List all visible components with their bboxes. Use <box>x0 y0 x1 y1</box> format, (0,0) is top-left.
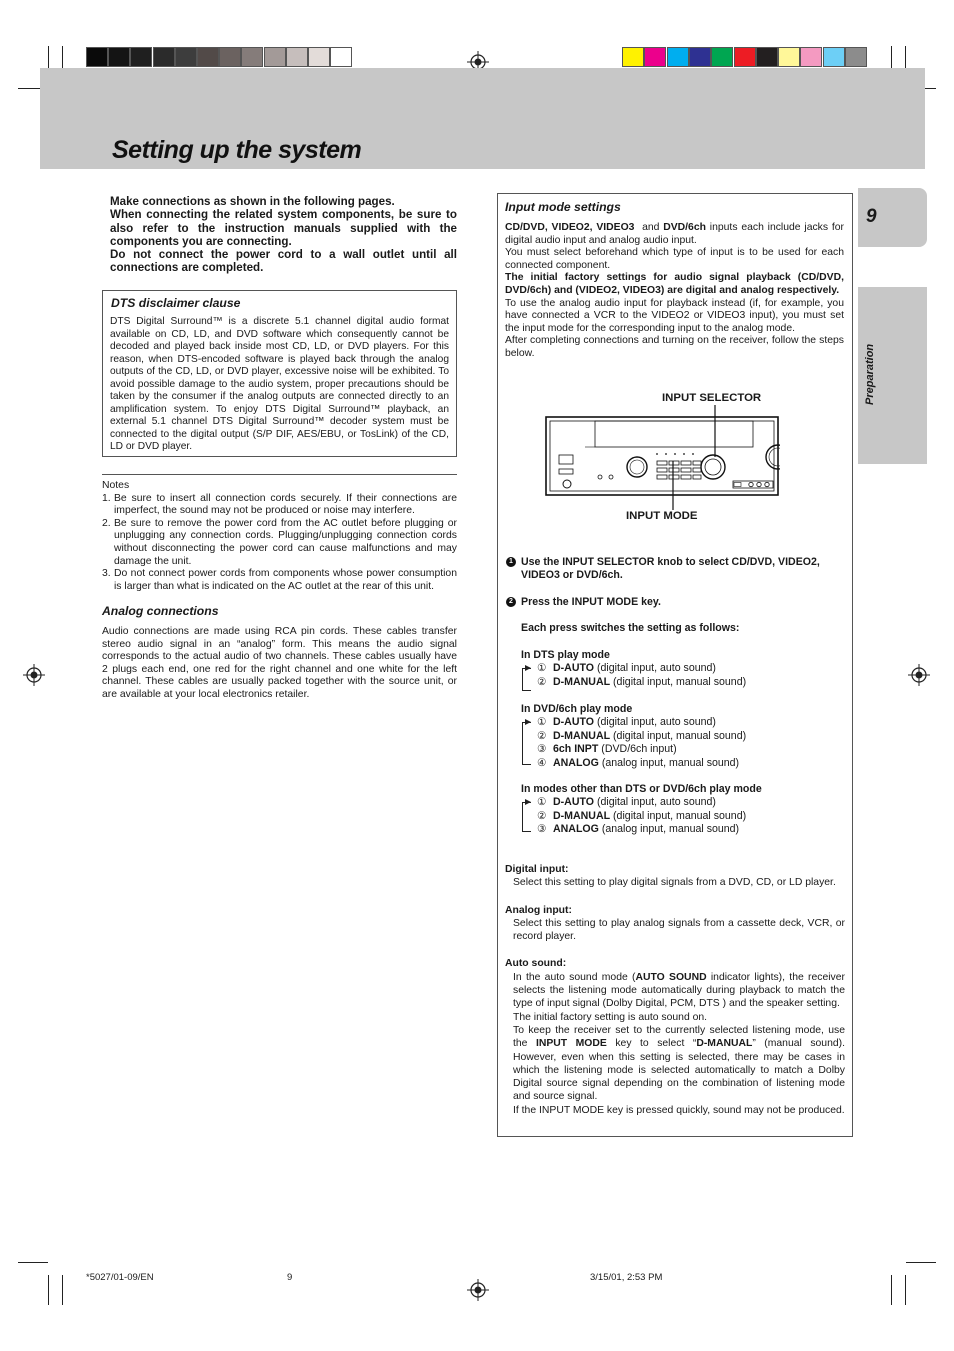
input-mode-p1: inputs each include jacks for digital audio input and analog audio input. <box>505 222 844 246</box>
analog-text: Audio connections are made using RCA pin cords. These cables transfer stereo audio signal in an “analog” form. This means the audio signal corresponds to the actual audio of two channels. These cables usually have 2 plugs each end, one red for the right channel and one white for the left channel. These cables are usually packed together with the source unit, or are available at your local electronics retailer. <box>102 626 457 700</box>
gray-swatch <box>219 47 241 67</box>
color-swatch <box>711 47 733 67</box>
option-name: D-MANUAL <box>553 809 611 822</box>
option-name: 6ch INPT <box>553 743 599 756</box>
auto-sound-manual <box>513 1024 845 1104</box>
gray-swatch <box>153 47 175 67</box>
dts-text: DTS Digital Surround™ is a discrete 5.1 channel digital audio format available on CD, LD, and DVD software which consequently cannot be decoded and played back inside most CD, LD, or DVD players. For this reason, when DTS-encoded software is played back through the analog outputs of the CD, LD, or DVD player, excessive noise will be exhibited. To avoid possible damage to the audio system, proper precautions should be taken by the consumer if the analog outputs are connected directly to an amplification system. To enjoy DTS Digital Surround™ playback, an external 5.1 channel DTS Digital Surround™ decoder system must be connected to the digital output (S/P DIF, AES/EBU, or TosLink) of the CD, LD or DVD player. <box>110 316 449 453</box>
conjunction: and <box>642 222 660 233</box>
step-1-text: Use the INPUT SELECTOR knob to select CD/DVD, VIDEO2, VIDEO3 or DVD/6ch. <box>521 556 820 582</box>
cycle-bracket <box>522 668 531 691</box>
crop-mark <box>891 1275 892 1305</box>
input-mode-p4: To use the analog audio input for playback instead (if, for example, you have connected a VCR to the VIDEO2 or VIDEO3 input), you must set the input mode for the corresponding input to the analog mode. <box>505 297 844 334</box>
option-name: D-AUTO <box>553 796 594 809</box>
option-desc: (digital input, auto sound) <box>596 716 716 729</box>
note-item <box>102 568 457 593</box>
mode-option <box>521 810 762 823</box>
color-swatch <box>689 47 711 67</box>
text-span: key to select “ <box>606 1038 697 1050</box>
gray-swatch <box>86 47 108 67</box>
footer-date: 3/15/01, 2:53 PM <box>590 1272 663 1283</box>
color-swatch <box>644 47 666 67</box>
color-swatch <box>845 47 867 67</box>
gray-swatch <box>108 47 130 67</box>
input-dvd6ch: DVD/6ch <box>663 222 706 233</box>
note-text: Be sure to insert all connection cords securely. If their connections are imperfect, the sound may not be produced or noise may interfere. <box>114 492 457 517</box>
option-desc: (digital input, auto sound) <box>596 662 716 675</box>
option-number: ④ <box>537 756 547 769</box>
option-desc: (analog input, manual sound) <box>601 823 740 836</box>
option-name: D-MANUAL <box>553 675 611 688</box>
dvd6ch-mode-list <box>521 703 746 770</box>
definitions <box>505 863 845 1117</box>
crop-mark <box>906 1262 936 1263</box>
gray-swatch <box>330 47 352 67</box>
input-mode-text <box>505 222 844 361</box>
digital-input-term: Digital input: <box>505 864 569 875</box>
auto-sound-indicator: AUTO SOUND <box>635 971 707 983</box>
receiver-front-panel-diagram <box>545 405 780 510</box>
gray-swatch <box>130 47 152 67</box>
color-swatch <box>800 47 822 67</box>
note-text: Be sure to remove the power cord from the AC outlet before plugging or unplugging any connection cords. Plugging/unplugging connection cords without disconnecting the power cord can cause malfunctions and may damage the unit. <box>114 517 457 567</box>
gray-swatch <box>175 47 197 67</box>
note-item <box>102 493 457 518</box>
auto-sound-term: Auto sound: <box>505 958 567 970</box>
footer-page: 9 <box>287 1272 293 1283</box>
mode-option <box>521 716 746 729</box>
text-span: indicator lights), the receiver selects the listening mode automatically during playback to match the type of input signal (Dolby Digital, PCM, DTS ) and the speaker setting. <box>513 971 845 1010</box>
dts-mode-list <box>521 649 746 689</box>
dvd6ch-mode-heading: In DVD/6ch play mode <box>521 703 633 715</box>
mode-option <box>521 662 746 675</box>
each-press-text: Each press switches the setting as follows: <box>521 622 740 634</box>
color-swatch <box>622 47 644 67</box>
input-mode-p3: The initial factory settings for audio signal playback (CD/DVD, DVD/6ch) and (VIDEO2, VIDEO3) are digital and analog respectively. <box>505 272 844 296</box>
option-number: ② <box>537 675 547 688</box>
section-label: Preparation <box>864 343 876 405</box>
arrow-right-icon <box>525 719 531 725</box>
input-selector-label: INPUT SELECTOR <box>662 392 762 404</box>
arrow-right-icon <box>525 665 531 671</box>
color-swatch <box>734 47 756 67</box>
mode-option <box>521 823 762 836</box>
option-desc: (digital input, manual sound) <box>613 809 747 822</box>
note-number: 2. <box>102 517 111 529</box>
option-desc: (analog input, manual sound) <box>601 756 740 769</box>
note-text: Do not connect power cords from components whose power consumption is larger than what is indicated on the AC outlet at the rear of this unit. <box>114 568 457 592</box>
option-desc: (digital input, manual sound) <box>613 675 747 688</box>
step-2 <box>509 596 844 609</box>
color-swatch <box>778 47 800 67</box>
text-span: In the auto sound mode ( <box>513 971 636 983</box>
crop-mark <box>905 1275 906 1305</box>
arrow-right-icon <box>525 799 531 805</box>
option-name: ANALOG <box>553 756 599 769</box>
intro-paragraph: Do not connect the power cord to a wall outlet until all connections are completed. <box>110 248 457 275</box>
gray-swatch <box>264 47 286 67</box>
page-number: 9 <box>866 206 877 227</box>
option-name: ANALOG <box>553 823 599 836</box>
option-name: D-AUTO <box>553 662 594 675</box>
notes-section <box>102 480 457 593</box>
registration-mark-icon <box>908 664 930 686</box>
section-label-anchor <box>864 343 878 406</box>
option-number: ③ <box>537 743 547 756</box>
text-span: To keep the receiver set to the currently selected listening mode, use the <box>513 1024 845 1050</box>
mode-option <box>521 796 762 809</box>
analog-heading: Analog connections <box>102 604 219 618</box>
d-manual-setting: D-MANUAL <box>696 1038 753 1050</box>
input-mode-label: INPUT MODE <box>626 510 698 522</box>
note-number: 1. <box>102 492 111 504</box>
mode-option <box>521 730 746 743</box>
digital-input-desc: Select this setting to play digital signals from a DVD, CD, or LD player. <box>513 877 836 889</box>
input-mode-p5: After completing connections and turning on the receiver, follow the steps below. <box>505 335 844 359</box>
mode-option <box>521 757 746 770</box>
input-mode-heading: Input mode settings <box>505 200 621 214</box>
crop-mark <box>48 1275 49 1305</box>
intro-paragraph: Make connections as shown in the following pages. <box>110 195 395 208</box>
option-name: D-AUTO <box>553 716 594 729</box>
input-list: CD/DVD, VIDEO2, VIDEO3 <box>505 222 635 233</box>
divider <box>102 474 457 475</box>
cycle-bracket <box>522 722 531 765</box>
crop-mark <box>18 1262 48 1263</box>
analog-input-term: Analog input: <box>505 904 572 916</box>
crop-mark <box>62 1275 63 1305</box>
color-swatch <box>756 47 778 67</box>
mode-option <box>521 743 746 756</box>
dts-mode-heading: In DTS play mode <box>521 649 610 661</box>
step-number-icon: 1 <box>506 557 516 567</box>
option-number: ① <box>537 716 547 729</box>
option-desc: (digital input, manual sound) <box>613 729 747 742</box>
option-number: ② <box>537 729 547 742</box>
notes-list <box>102 493 457 594</box>
intro-text <box>110 195 457 275</box>
gray-swatch <box>241 47 263 67</box>
footer-code: *5027/01-09/EN <box>86 1272 154 1283</box>
option-number: ① <box>537 662 547 675</box>
analog-input-desc: Select this setting to play analog signals from a cassette deck, VCR, or record player. <box>513 917 845 943</box>
other-mode-heading: In modes other than DTS or DVD/6ch play mode <box>521 783 762 795</box>
registration-mark-icon <box>467 1279 489 1301</box>
option-number: ① <box>537 796 547 809</box>
dts-heading: DTS disclaimer clause <box>111 296 241 310</box>
step-1 <box>509 556 844 583</box>
page-title: Setting up the system <box>112 136 362 164</box>
mode-option <box>521 676 746 689</box>
color-swatch <box>667 47 689 67</box>
input-mode-key: INPUT MODE <box>535 1038 607 1050</box>
note-item <box>102 518 457 568</box>
registration-mark-icon <box>23 664 45 686</box>
option-number: ③ <box>537 823 547 836</box>
step-number-icon: 2 <box>506 597 516 607</box>
text-span: ” (manual sound). However, even when this setting is selected, there may be cases in which the listening mode is selected automatically to match a Dolby Digital source signal depending on the combination of listening mode and source signal. <box>513 1038 845 1103</box>
auto-sound-warning: If the INPUT MODE key is pressed quickly, sound may not be produced. <box>513 1104 845 1116</box>
color-swatch <box>823 47 845 67</box>
step-2-text: Press the INPUT MODE key. <box>521 596 661 608</box>
other-mode-list <box>521 783 762 837</box>
gray-swatch <box>308 47 330 67</box>
cycle-bracket <box>522 802 531 832</box>
option-desc: (digital input, auto sound) <box>596 796 716 809</box>
dts-disclaimer-box <box>102 290 457 457</box>
input-mode-p2: You must select beforehand which type of input is to be used for each connected component. <box>505 247 844 271</box>
intro-paragraph: When connecting the related system components, be sure to also refer to the instruction manuals supplied with the components you are connecting. <box>110 208 457 248</box>
option-name: D-MANUAL <box>553 729 611 742</box>
gray-swatch <box>286 47 308 67</box>
auto-sound-desc <box>513 971 845 1011</box>
notes-heading: Notes <box>102 480 130 491</box>
option-desc: (DVD/6ch input) <box>601 743 677 756</box>
note-number: 3. <box>102 568 111 580</box>
auto-sound-default: The initial factory setting is auto sound on. <box>513 1011 708 1023</box>
gray-swatch <box>197 47 219 67</box>
option-number: ② <box>537 809 547 822</box>
